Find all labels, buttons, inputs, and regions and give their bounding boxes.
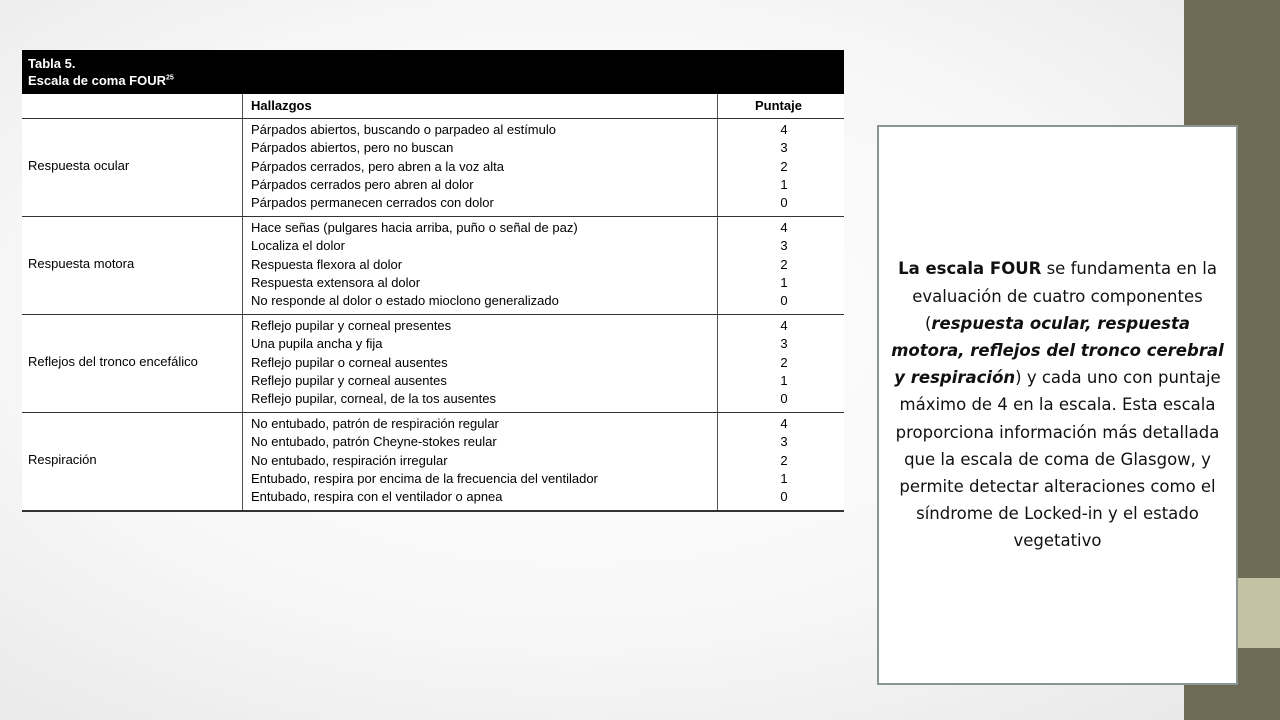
- table-group: [22, 118, 844, 216]
- table-group: [22, 412, 844, 510]
- decorative-accent-block: [1238, 578, 1280, 648]
- table-group-label: Respuesta motora: [28, 256, 135, 271]
- table-row-finding: No entubado, patrón Cheyne-stokes reular: [251, 434, 497, 450]
- table-row-finding: Reflejo pupilar o corneal ausentes: [251, 354, 448, 370]
- table-row-finding: Párpados abiertos, pero no buscan: [251, 140, 454, 156]
- table-row-score: 2: [780, 158, 788, 174]
- table-row-score: 4: [780, 416, 788, 431]
- table-row-finding: Entubado, respira con el ventilador o apnea: [251, 489, 503, 505]
- table-row-score: 1: [780, 470, 788, 486]
- table-row-finding: No entubado, patrón de respiración regular: [251, 416, 499, 431]
- description-strong-1: La escala FOUR: [898, 259, 1042, 279]
- row-divider-bottom: [22, 510, 844, 512]
- table-row-score: 3: [780, 238, 788, 254]
- table-row-finding: Reflejo pupilar, corneal, de la tos ausentes: [251, 391, 496, 407]
- table-group: [22, 314, 844, 412]
- description-text: [879, 255, 1236, 554]
- table-title-reference: 25: [166, 74, 174, 82]
- table-row-score: 3: [780, 434, 788, 450]
- table-row-score: 4: [780, 318, 788, 333]
- table-row-score: 3: [780, 336, 788, 352]
- table-row-score: 1: [780, 274, 788, 290]
- table-group-label: Reflejos del tronco encefálico: [28, 354, 198, 369]
- description-text-1: se fundamenta en la evaluación de cuatro componentes (: [912, 259, 1217, 333]
- table-row-finding: No entubado, respiración irregular: [251, 452, 448, 468]
- table-group: [22, 216, 844, 314]
- table-title-line2: [28, 72, 844, 89]
- description-box: [877, 125, 1238, 685]
- table-row-finding: No responde al dolor o estado mioclono generalizado: [251, 293, 559, 309]
- table-group-label: Respuesta ocular: [28, 158, 130, 173]
- table-row-finding: Entubado, respira por encima de la frecuencia del ventilador: [251, 470, 598, 486]
- column-header-findings: Hallazgos: [251, 98, 312, 113]
- table-row-score: 2: [780, 354, 788, 370]
- table-row-score: 1: [780, 372, 788, 388]
- table-row-finding: Localiza el dolor: [251, 238, 345, 254]
- table-row-score: 1: [780, 176, 788, 192]
- table-row-finding: Reflejo pupilar y corneal ausentes: [251, 372, 447, 388]
- column-header-score: Puntaje: [755, 98, 802, 113]
- table-row-finding: Hace señas (pulgares hacia arriba, puño o señal de paz): [251, 220, 578, 235]
- table-row-score: 0: [780, 293, 788, 309]
- table-row-finding: Reflejo pupilar y corneal presentes: [251, 318, 452, 333]
- table-row-finding: Una pupila ancha y fija: [251, 336, 383, 352]
- table-row-score: 0: [780, 195, 788, 211]
- description-text-2: ) y cada uno con puntaje máximo de 4 en la escala. Esta escala proporciona información más detallada que la escala de coma de Glasgow, y permite detectar alteraciones como el síndrome de Locked-in y el estado vegetativo: [895, 368, 1221, 551]
- table-row-finding: Párpados cerrados, pero abren a la voz alta: [251, 158, 504, 174]
- table-title-line1: Tabla 5.: [28, 56, 76, 71]
- table-row-score: 0: [780, 391, 788, 407]
- table-row-score: 3: [780, 140, 788, 156]
- table-row-score: 2: [780, 452, 788, 468]
- table-title-text: Escala de coma FOUR: [28, 73, 166, 88]
- table-row-finding: Párpados abiertos, buscando o parpadeo al estímulo: [251, 122, 556, 137]
- table-row-score: 2: [780, 256, 788, 272]
- table-group-label: Respiración: [28, 452, 97, 467]
- table-row-finding: Respuesta extensora al dolor: [251, 274, 421, 290]
- table-row-finding: Párpados cerrados pero abren al dolor: [251, 176, 474, 192]
- table-row-score: 4: [780, 220, 788, 235]
- table-row-finding: Párpados permanecen cerrados con dolor: [251, 195, 494, 211]
- table-title: [22, 50, 844, 94]
- description-strong-2: respuesta ocular, respuesta motora, reflejos del tronco cerebral y respiración: [891, 313, 1224, 388]
- table-row-score: 4: [780, 122, 788, 137]
- four-scale-table: [22, 50, 844, 512]
- table-row-finding: Respuesta flexora al dolor: [251, 256, 403, 272]
- table-row-score: 0: [780, 489, 788, 505]
